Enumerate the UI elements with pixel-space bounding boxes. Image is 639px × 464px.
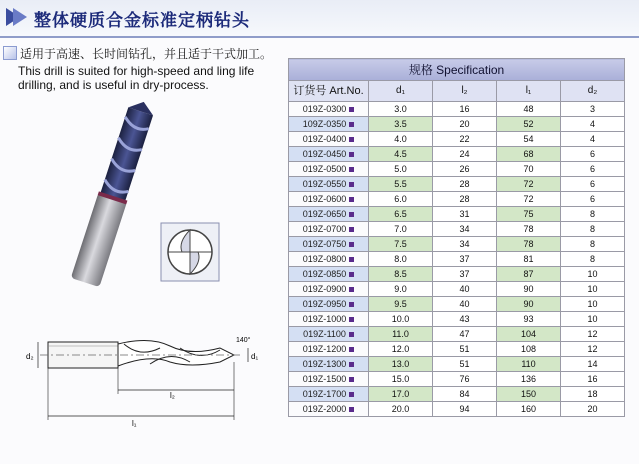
cell-l2-text: 16 [459,104,470,114]
table-row [289,327,625,342]
dim-d1-label: d₁ [251,352,259,361]
marker-square-icon [349,242,354,247]
cell-d1 [369,282,433,297]
cell-d2-text: 12 [587,344,598,354]
table-row [289,312,625,327]
cell-art-text: 019Z-0500 [302,164,347,174]
cell-d2-text: 6 [590,164,596,174]
description-chinese: 适用于高速、长时间钻孔，并且适于干式加工。 [20,47,273,61]
cell-l2-text: 31 [459,209,470,219]
cell-art [289,297,369,312]
cell-l1 [497,192,561,207]
cell-l1 [497,327,561,342]
cell-d1-text: 13.0 [391,359,410,369]
cell-l1 [497,147,561,162]
table-row [289,402,625,417]
cell-l1-text: 90 [523,299,534,309]
cell-l2-text: 94 [459,404,470,414]
cell-l2 [433,267,497,282]
cell-art-text: 019Z-0700 [302,224,347,234]
cell-l1-text: 90 [523,284,534,294]
table-row [289,147,625,162]
cell-d2-text: 4 [590,119,596,129]
cell-d2-text: 14 [587,359,598,369]
table-row [289,387,625,402]
header-marker-icon-2 [13,8,27,26]
col-header-l1: l₁ [497,81,561,102]
cell-l2 [433,357,497,372]
marker-square-icon [349,332,354,337]
cell-art [289,372,369,387]
page-title: 整体硬质合金标准定柄钻头 [34,11,250,31]
marker-square-icon [349,302,354,307]
cell-art [289,177,369,192]
cell-l2 [433,312,497,327]
cell-l1 [497,297,561,312]
cell-l2-text: 40 [459,284,470,294]
cell-l1 [497,402,561,417]
cell-l1-text: 72 [523,194,534,204]
cell-l1 [497,177,561,192]
cell-art-text: 019Z-2000 [302,404,347,414]
cell-art [289,267,369,282]
cell-l2 [433,162,497,177]
marker-square-icon [349,347,354,352]
cell-art [289,192,369,207]
cell-l2 [433,192,497,207]
cell-d1 [369,222,433,237]
cell-l1-text: 160 [520,404,537,414]
cell-d2-text: 18 [587,389,598,399]
cell-l2 [433,252,497,267]
marker-square-icon [349,272,354,277]
cell-l2 [433,207,497,222]
table-row [289,342,625,357]
table-row [289,162,625,177]
cell-d2 [561,192,625,207]
cell-art-text: 019Z-1100 [303,329,346,339]
cell-d1 [369,147,433,162]
marker-square-icon [349,377,354,382]
cell-l1 [497,282,561,297]
table-row [289,192,625,207]
cell-d1 [369,207,433,222]
cell-l2 [433,387,497,402]
table-row [289,237,625,252]
cell-d1 [369,372,433,387]
cell-l2 [433,282,497,297]
cell-d2 [561,297,625,312]
cell-l1 [497,207,561,222]
cell-l2-text: 43 [459,314,470,324]
cell-l2-text: 26 [459,164,470,174]
cell-d1-text: 7.5 [394,239,407,249]
cell-l1-text: 48 [523,104,534,114]
marker-square-icon [349,122,354,127]
cell-l1 [497,267,561,282]
cell-d1 [369,102,433,117]
cell-art [289,117,369,132]
col-header-d1: d₁ [369,81,433,102]
cell-art [289,402,369,417]
marker-square-icon [349,212,354,217]
cell-d1 [369,192,433,207]
cell-d1-text: 3.5 [394,119,407,129]
cell-l2 [433,237,497,252]
cell-d1-text: 4.5 [394,149,407,159]
cell-d2 [561,282,625,297]
cell-l2-text: 28 [459,194,470,204]
cell-l1-text: 104 [520,329,537,339]
cell-l1-text: 75 [523,209,534,219]
marker-square-icon [349,362,354,367]
cell-l2 [433,222,497,237]
cell-d2 [561,402,625,417]
cell-d1-text: 11.0 [392,329,409,339]
col-header-d2: d₂ [561,81,625,102]
cell-d2 [561,312,625,327]
cell-art [289,147,369,162]
cell-art-text: 019Z-0300 [302,104,347,114]
cell-l2 [433,342,497,357]
cell-d1-text: 7.0 [394,224,407,234]
table-row [289,207,625,222]
marker-square-icon [349,197,354,202]
cell-d2-text: 4 [590,134,596,144]
cell-l1 [497,387,561,402]
cell-l2-text: 37 [459,269,470,279]
cell-l2-text: 34 [459,239,470,249]
cell-art-text: 019Z-0400 [302,134,347,144]
cell-d2 [561,117,625,132]
cell-d2 [561,237,625,252]
cell-l1-text: 81 [523,254,534,264]
cell-l2 [433,372,497,387]
col-header-l2: l₂ [433,81,497,102]
header-divider [0,36,639,38]
cell-d1 [369,297,433,312]
cell-l2-text: 84 [459,389,470,399]
table-row [289,132,625,147]
col-header-art: 订货号 Art.No. [289,81,369,102]
marker-square-icon [349,107,354,112]
cell-l2-text: 51 [459,359,470,369]
cell-d2 [561,267,625,282]
cell-l1-text: 52 [523,119,534,129]
cell-d1-text: 9.5 [394,299,407,309]
cell-l1-text: 136 [520,374,537,384]
cell-art-text: 019Z-0550 [302,179,347,189]
cell-art-text: 019Z-0600 [302,194,347,204]
cell-art [289,132,369,147]
cell-d2-text: 6 [590,149,596,159]
cell-art-text: 019Z-1700 [302,389,347,399]
cell-l1-text: 78 [523,224,534,234]
table-row [289,372,625,387]
table-row [289,357,625,372]
cell-art-text: 019Z-0750 [302,239,347,249]
cell-l1-text: 78 [523,239,534,249]
cell-d1 [369,312,433,327]
cell-d1-text: 10.0 [391,314,410,324]
cell-l1 [497,102,561,117]
cell-l2-text: 37 [459,254,470,264]
marker-square-icon [349,152,354,157]
cell-d2-text: 8 [590,209,596,219]
cell-l1 [497,312,561,327]
cell-d1 [369,132,433,147]
cell-d1 [369,267,433,282]
marker-square-icon [349,137,354,142]
cell-l2 [433,102,497,117]
spec-header: 规格 Specification [289,59,625,81]
cell-d2-text: 10 [587,269,598,279]
cell-art [289,327,369,342]
cell-l2-text: 22 [459,134,470,144]
cell-art-text: 019Z-0650 [302,209,347,219]
cell-d1 [369,237,433,252]
cell-l1-text: 70 [523,164,534,174]
cell-art-text: 019Z-1000 [302,314,347,324]
table-row [289,222,625,237]
cell-art [289,312,369,327]
marker-square-icon [349,287,354,292]
cell-d1 [369,357,433,372]
cell-d2 [561,147,625,162]
cell-l2 [433,327,497,342]
cell-art-text: 019Z-1500 [302,374,347,384]
cell-l1 [497,357,561,372]
cell-l1-text: 54 [523,134,534,144]
cell-l1-text: 108 [520,344,537,354]
table-row [289,117,625,132]
cell-l2 [433,402,497,417]
cell-l1 [497,222,561,237]
cell-l2-text: 28 [459,179,470,189]
cell-art [289,342,369,357]
cell-d2-text: 16 [587,374,598,384]
cell-art [289,207,369,222]
cell-d1 [369,252,433,267]
cell-d2 [561,102,625,117]
cell-l1-text: 72 [523,179,534,189]
cell-d1-text: 9.0 [394,284,407,294]
cell-d1-text: 6.0 [394,194,407,204]
cell-d2 [561,342,625,357]
cell-d2 [561,357,625,372]
cell-d2-text: 12 [587,329,598,339]
cell-d1-text: 4.0 [394,134,407,144]
cell-d1-text: 6.5 [394,209,407,219]
cell-d1 [369,342,433,357]
cell-art [289,237,369,252]
cell-l2-text: 51 [459,344,470,354]
cell-l2 [433,297,497,312]
cell-art-text: 019Z-0850 [302,269,347,279]
cell-d1-text: 12.0 [391,344,410,354]
cell-d2 [561,387,625,402]
cell-d1-text: 8.0 [394,254,407,264]
drill-cross-section [160,222,220,282]
description-english: This drill is suited for high-speed and ling life drilling, and is useful in dry-process. [18,64,255,92]
dim-d2-label: d₂ [26,352,34,361]
cell-l2-text: 34 [459,224,470,234]
cell-l2 [433,132,497,147]
cell-l2-text: 76 [459,374,470,384]
marker-square-icon [349,227,354,232]
marker-square-icon [349,257,354,262]
cell-l1-text: 68 [523,149,534,159]
cell-d2 [561,252,625,267]
cell-d2 [561,327,625,342]
cell-d2-text: 10 [587,299,598,309]
cell-l1-text: 87 [523,269,534,279]
marker-square-icon [349,182,354,187]
cell-d2-text: 8 [590,224,596,234]
cell-d2-text: 6 [590,179,596,189]
cell-d1 [369,177,433,192]
table-row [289,297,625,312]
cell-l2-text: 20 [459,119,470,129]
table-row [289,102,625,117]
cell-art-text: 019Z-0950 [302,299,347,309]
bullet-square-icon [3,46,17,60]
table-body [289,102,625,417]
cell-l1-text: 93 [523,314,534,324]
table-row [289,282,625,297]
cell-art-text: 019Z-0800 [302,254,347,264]
cell-l1 [497,132,561,147]
cell-art [289,357,369,372]
cell-l2 [433,117,497,132]
cell-d2-text: 10 [587,314,598,324]
cell-l1-text: 150 [520,389,537,399]
cell-d1-text: 17.0 [391,389,410,399]
cell-d2-text: 3 [590,104,596,114]
cell-d1 [369,162,433,177]
cell-art-text: 019Z-0450 [302,149,347,159]
dim-angle-label: 140° [236,337,251,344]
cell-d2-text: 8 [590,239,596,249]
marker-square-icon [349,317,354,322]
cell-art-text: 019Z-1300 [302,359,347,369]
table-row [289,267,625,282]
cell-d1-text: 5.5 [394,179,407,189]
marker-square-icon [349,167,354,172]
marker-square-icon [349,392,354,397]
cell-l2 [433,177,497,192]
cell-l2 [433,147,497,162]
table-row [289,252,625,267]
cell-l1-text: 110 [521,359,536,369]
cell-l1 [497,237,561,252]
cell-d1 [369,117,433,132]
cell-d1-text: 15.0 [391,374,410,384]
cell-l2-text: 24 [459,149,470,159]
cell-d1 [369,402,433,417]
table-row [289,177,625,192]
cell-l2-text: 40 [459,299,470,309]
cell-d1-text: 8.5 [394,269,407,279]
cell-art-text: 019Z-1200 [302,344,347,354]
cell-art [289,162,369,177]
cell-art-text: 019Z-0900 [302,284,347,294]
cell-art-text: 109Z-0350 [302,119,347,129]
cell-d2-text: 6 [590,194,596,204]
cell-d2 [561,162,625,177]
cell-d1 [369,387,433,402]
cell-d2 [561,207,625,222]
cell-d1-text: 5.0 [394,164,407,174]
cell-d1 [369,327,433,342]
cell-art [289,282,369,297]
cell-d2-text: 8 [590,254,596,264]
cell-l1 [497,117,561,132]
dim-l1-label: l₁ [132,419,137,428]
cell-d2 [561,132,625,147]
cell-l1 [497,342,561,357]
cell-d1-text: 3.0 [394,104,407,114]
cell-d2-text: 10 [587,284,598,294]
cell-l2-text: 47 [459,329,470,339]
dim-l2-label: l₂ [170,391,175,400]
cell-art [289,387,369,402]
cell-l1 [497,162,561,177]
marker-square-icon [349,407,354,412]
cell-l1 [497,372,561,387]
cell-d2 [561,177,625,192]
specification-table [288,58,624,417]
cell-d2-text: 20 [587,404,598,414]
cell-art [289,222,369,237]
cell-art [289,102,369,117]
cell-l1 [497,252,561,267]
cell-d1-text: 20.0 [391,404,410,414]
cell-d2 [561,222,625,237]
dimension-diagram [20,328,275,440]
cell-d2 [561,372,625,387]
cell-art [289,252,369,267]
